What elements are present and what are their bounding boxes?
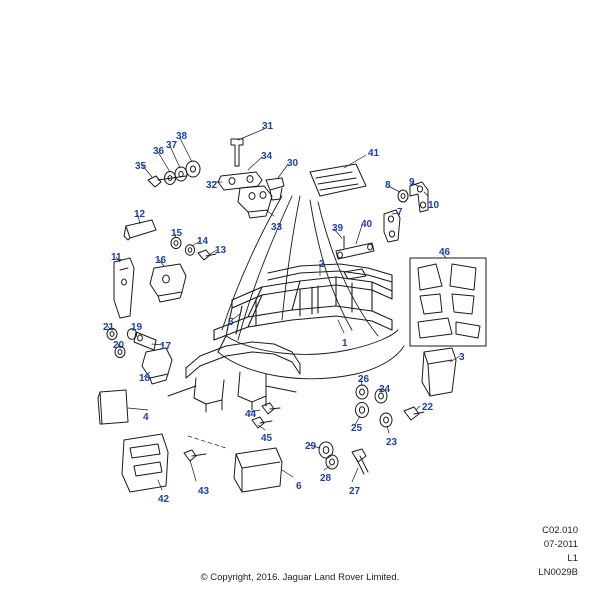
callout-30: 30 (287, 158, 299, 169)
callout-4: 4 (143, 412, 149, 423)
callout-16: 16 (155, 255, 167, 266)
callout-27: 27 (349, 486, 361, 497)
callout-45: 45 (261, 433, 273, 444)
callout-18: 18 (139, 373, 151, 384)
part-14-washer (185, 245, 194, 255)
part-35-bolt (148, 176, 186, 187)
callout-46: 46 (439, 247, 451, 258)
meta-code: C02.010 (542, 525, 578, 536)
part-25-washer (356, 403, 369, 418)
meta-variant: L1 (567, 553, 578, 564)
part-33-bracket (238, 186, 272, 218)
callout-37: 37 (166, 140, 178, 151)
part-13-bolt (198, 250, 216, 260)
copyright-notice: © Copyright, 2016. Jaguar Land Rover Limited. (200, 572, 400, 583)
callout-21: 21 (103, 322, 115, 333)
callout-33: 33 (271, 222, 283, 233)
meta-date: 07-2011 (543, 539, 578, 550)
part-26-washer (356, 385, 368, 399)
callout-24: 24 (379, 384, 391, 395)
leader-lines (108, 129, 460, 490)
part-3-bracket (422, 348, 456, 396)
part-28-washer (326, 455, 338, 469)
callout-26: 26 (358, 374, 370, 385)
part-22-bolt (404, 407, 424, 420)
callout-40: 40 (361, 219, 373, 230)
callout-23: 23 (386, 437, 398, 448)
callout-17: 17 (160, 341, 172, 352)
callout-19: 19 (131, 322, 143, 333)
callout-20: 20 (113, 340, 125, 351)
callout-22: 22 (422, 402, 434, 413)
part-42-mudflap (122, 434, 168, 492)
callout-12: 12 (134, 209, 146, 220)
callout-8: 8 (385, 180, 391, 191)
callout-38: 38 (176, 131, 188, 142)
part-23-washer (380, 413, 392, 427)
part-6-bracket (234, 448, 282, 492)
callout-1: 1 (342, 338, 348, 349)
callout-6: 6 (296, 481, 302, 492)
part-41-panel (310, 164, 366, 196)
part-11-bracket (114, 258, 134, 318)
part-4-panel (98, 390, 128, 424)
callout-39: 39 (332, 223, 344, 234)
callout-44: 44 (245, 409, 257, 420)
callout-7: 7 (397, 207, 403, 218)
callout-42: 42 (158, 494, 170, 505)
part-44-nut (262, 403, 280, 414)
part-16-bracket (150, 264, 186, 302)
part-15-washer (171, 237, 181, 248)
chassis-frame (214, 264, 392, 352)
callout-31: 31 (262, 121, 274, 132)
callout-29: 29 (305, 441, 317, 452)
meta-drawing: LN0029B (538, 567, 578, 578)
part-37-washer (175, 167, 187, 181)
callout-11: 11 (111, 252, 122, 263)
callout-10: 10 (428, 200, 440, 211)
part-40-rod (336, 236, 374, 259)
part-32-plate (218, 172, 262, 190)
callout-34: 34 (261, 151, 273, 162)
part-27-bolt (352, 449, 368, 474)
callout-3: 3 (459, 352, 465, 363)
callout-14: 14 (197, 236, 209, 247)
callout-32: 32 (206, 180, 218, 191)
callout-13: 13 (215, 245, 227, 256)
callout-41: 41 (368, 148, 380, 159)
callout-5: 5 (228, 317, 234, 328)
part-38-washer (186, 161, 200, 177)
callout-36: 36 (153, 146, 165, 157)
part-46-panel (410, 258, 486, 346)
part-43-bolt (184, 450, 206, 461)
callout-15: 15 (171, 228, 183, 239)
callout-43: 43 (198, 486, 210, 497)
callout-2: 2 (319, 259, 325, 270)
callout-35: 35 (135, 161, 147, 172)
callout-28: 28 (320, 473, 332, 484)
part-17-rod (134, 332, 156, 350)
callout-25: 25 (351, 423, 363, 434)
part-31-bolt (231, 139, 243, 166)
callout-9: 9 (409, 177, 415, 188)
